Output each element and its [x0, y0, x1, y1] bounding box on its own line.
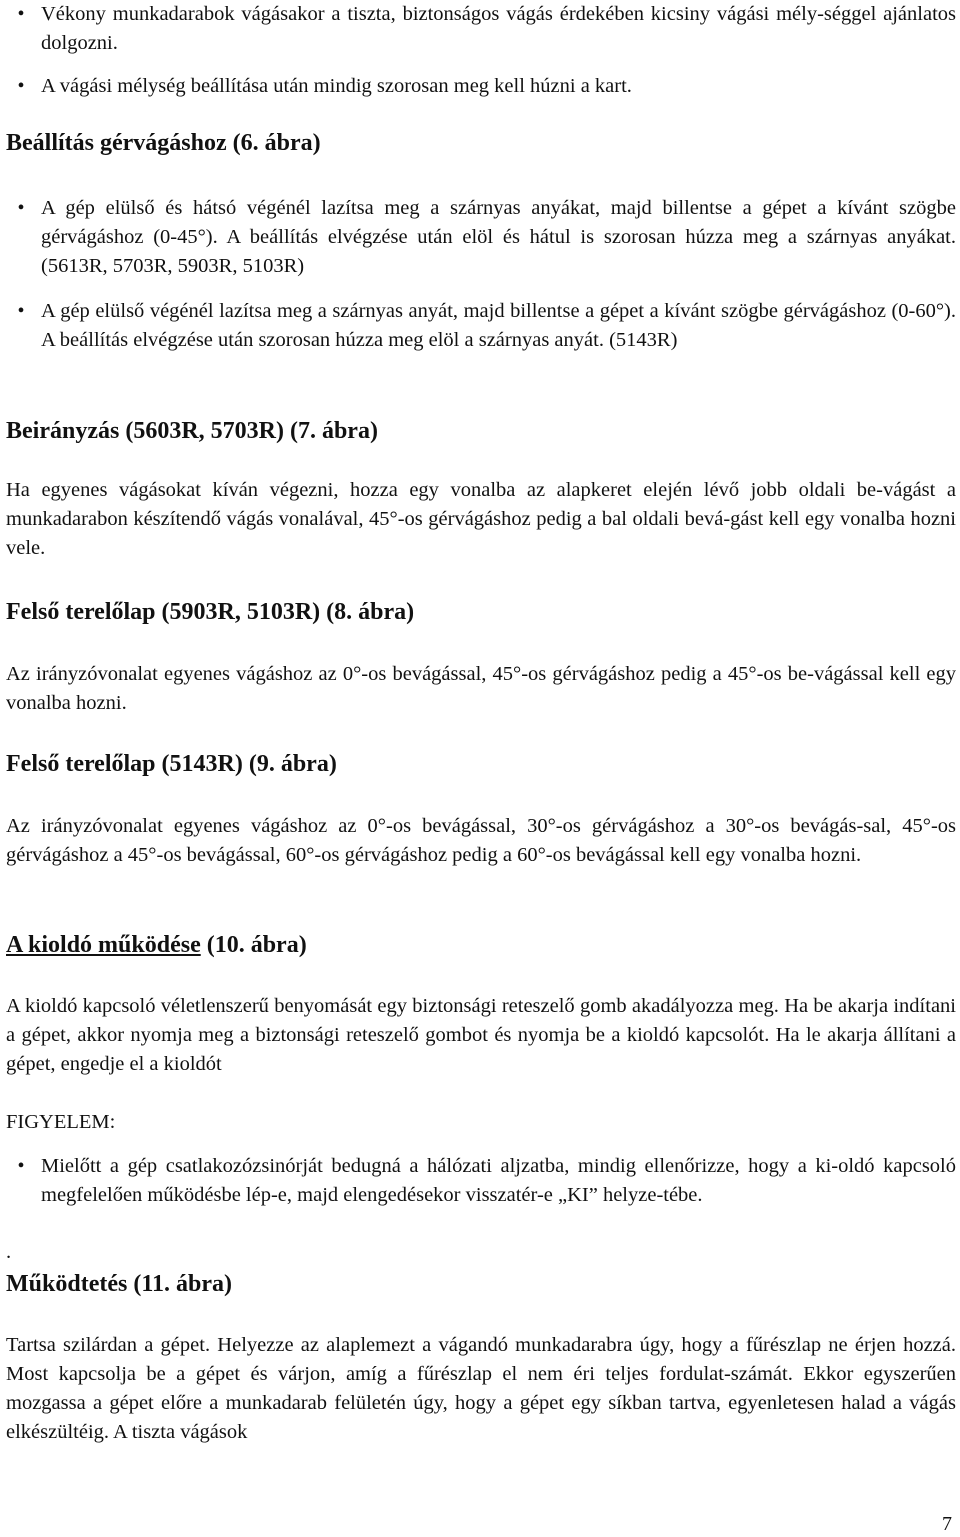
list-item	[6, 0, 956, 58]
bullet-icon: •	[17, 1155, 25, 1177]
paragraph: Tartsa szilárdan a gépet. Helyezze az alaplemezt a vágandó munkadarabra úgy, hogy a fűrészlap ne érjen hozzá. Most kapcsolja be a gépet és várjon, amíg a fűrészlap el nem éri teljes fordulat-számát. Ekkor egyszerűen mozgassa a gépet előre a munkadarab felületén úgy, hogy a gépet egy síkban tartva, egyenletesen halad a vágás elkészültéig. A tiszta vágások	[6, 1334, 956, 1443]
heading-underlined-part: A kioldó működése	[6, 932, 201, 958]
section-heading	[6, 930, 307, 960]
bullet-icon: •	[17, 3, 25, 25]
bullet-icon: •	[17, 197, 25, 219]
section-heading: Felső terelőlap (5903R, 5103R) (8. ábra)	[6, 599, 415, 625]
section-heading: Beirányzás (5603R, 5703R) (7. ábra)	[6, 418, 378, 444]
page-number: 7	[942, 1513, 952, 1535]
paragraph: Az irányzóvonalat egyenes vágáshoz az 0°-os bevágással, 45°-os gérvágáshoz pedig a 45°-os be-vágással kell egy vonalba hozni.	[6, 663, 956, 714]
list-item	[6, 297, 956, 355]
list-item-text: Vékony munkadarabok vágásakor a tiszta, biztonságos vágás érdekében kicsiny vágási mély-séggel ajánlatos dolgozni.	[41, 3, 956, 54]
list-item	[6, 1152, 956, 1210]
stray-dot: .	[6, 1241, 12, 1263]
list-item-text: Mielőtt a gép csatlakozózsinórját bedugná a hálózati aljzatba, mindig ellenőrizze, hogy a ki-oldó kapcsoló megfelelően működésbe lép-e, majd elengedésekor visszatér-e „KI” helyze-tébe.	[41, 1155, 956, 1206]
list-item	[6, 194, 956, 281]
section-heading: Működtetés (11. ábra)	[6, 1271, 232, 1297]
warning-label: FIGYELEM:	[6, 1111, 116, 1133]
paragraph: A kioldó kapcsoló véletlenszerű benyomását egy biztonsági reteszelő gomb akadályozza meg. Ha be akarja indítani a gépet, akkor nyomja meg a biztonsági reteszelő gombot és nyomja be a kioldó kapcsolót. Ha le akarja állítani a gépet, engedje el a kioldót	[6, 995, 956, 1075]
heading-rest: (10. ábra)	[200, 932, 307, 958]
section-heading: Felső terelőlap (5143R) (9. ábra)	[6, 751, 337, 777]
bullet-icon: •	[17, 75, 25, 97]
paragraph: Az irányzóvonalat egyenes vágáshoz az 0°-os bevágással, 30°-os gérvágáshoz a 30°-os bevágás-sal, 45°-os gérvágáshoz a 45°-os bevágással, 60°-os gérvágáshoz pedig a 60°-os bevágással kell egy vonalba hozni.	[6, 815, 956, 866]
bullet-icon: •	[17, 300, 25, 322]
list-item-text: A vágási mélység beállítása után mindig szorosan meg kell húzni a kart.	[41, 75, 632, 97]
section-heading: Beállítás gérvágáshoz (6. ábra)	[6, 130, 321, 156]
list-item	[6, 72, 956, 101]
paragraph: Ha egyenes vágásokat kíván végezni, hozza egy vonalba az alapkeret elején lévő jobb oldali be-vágást a munkadarabon készítendő vágás vonalával, 45°-os gérvágáshoz pedig a bal oldali bevá-gást kell egy vonalba hozni vele.	[6, 479, 956, 559]
list-item-text: A gép elülső végénél lazítsa meg a szárnyas anyát, majd billentse a gépet a kívánt szögbe gérvágáshoz (0-60°). A beállítás elvégzése után szorosan húzza meg elöl a szárnyas anyát. (5143R)	[41, 300, 956, 351]
list-item-text: A gép elülső és hátsó végénél lazítsa meg a szárnyas anyákat, majd billentse a gépet a kívánt szögbe gérvágáshoz (0-45°). A beállítás elvégzése után elöl és hátul is szorosan húzza meg a szárnyas anyákat. (5613R, 5703R, 5903R, 5103R)	[41, 197, 956, 277]
